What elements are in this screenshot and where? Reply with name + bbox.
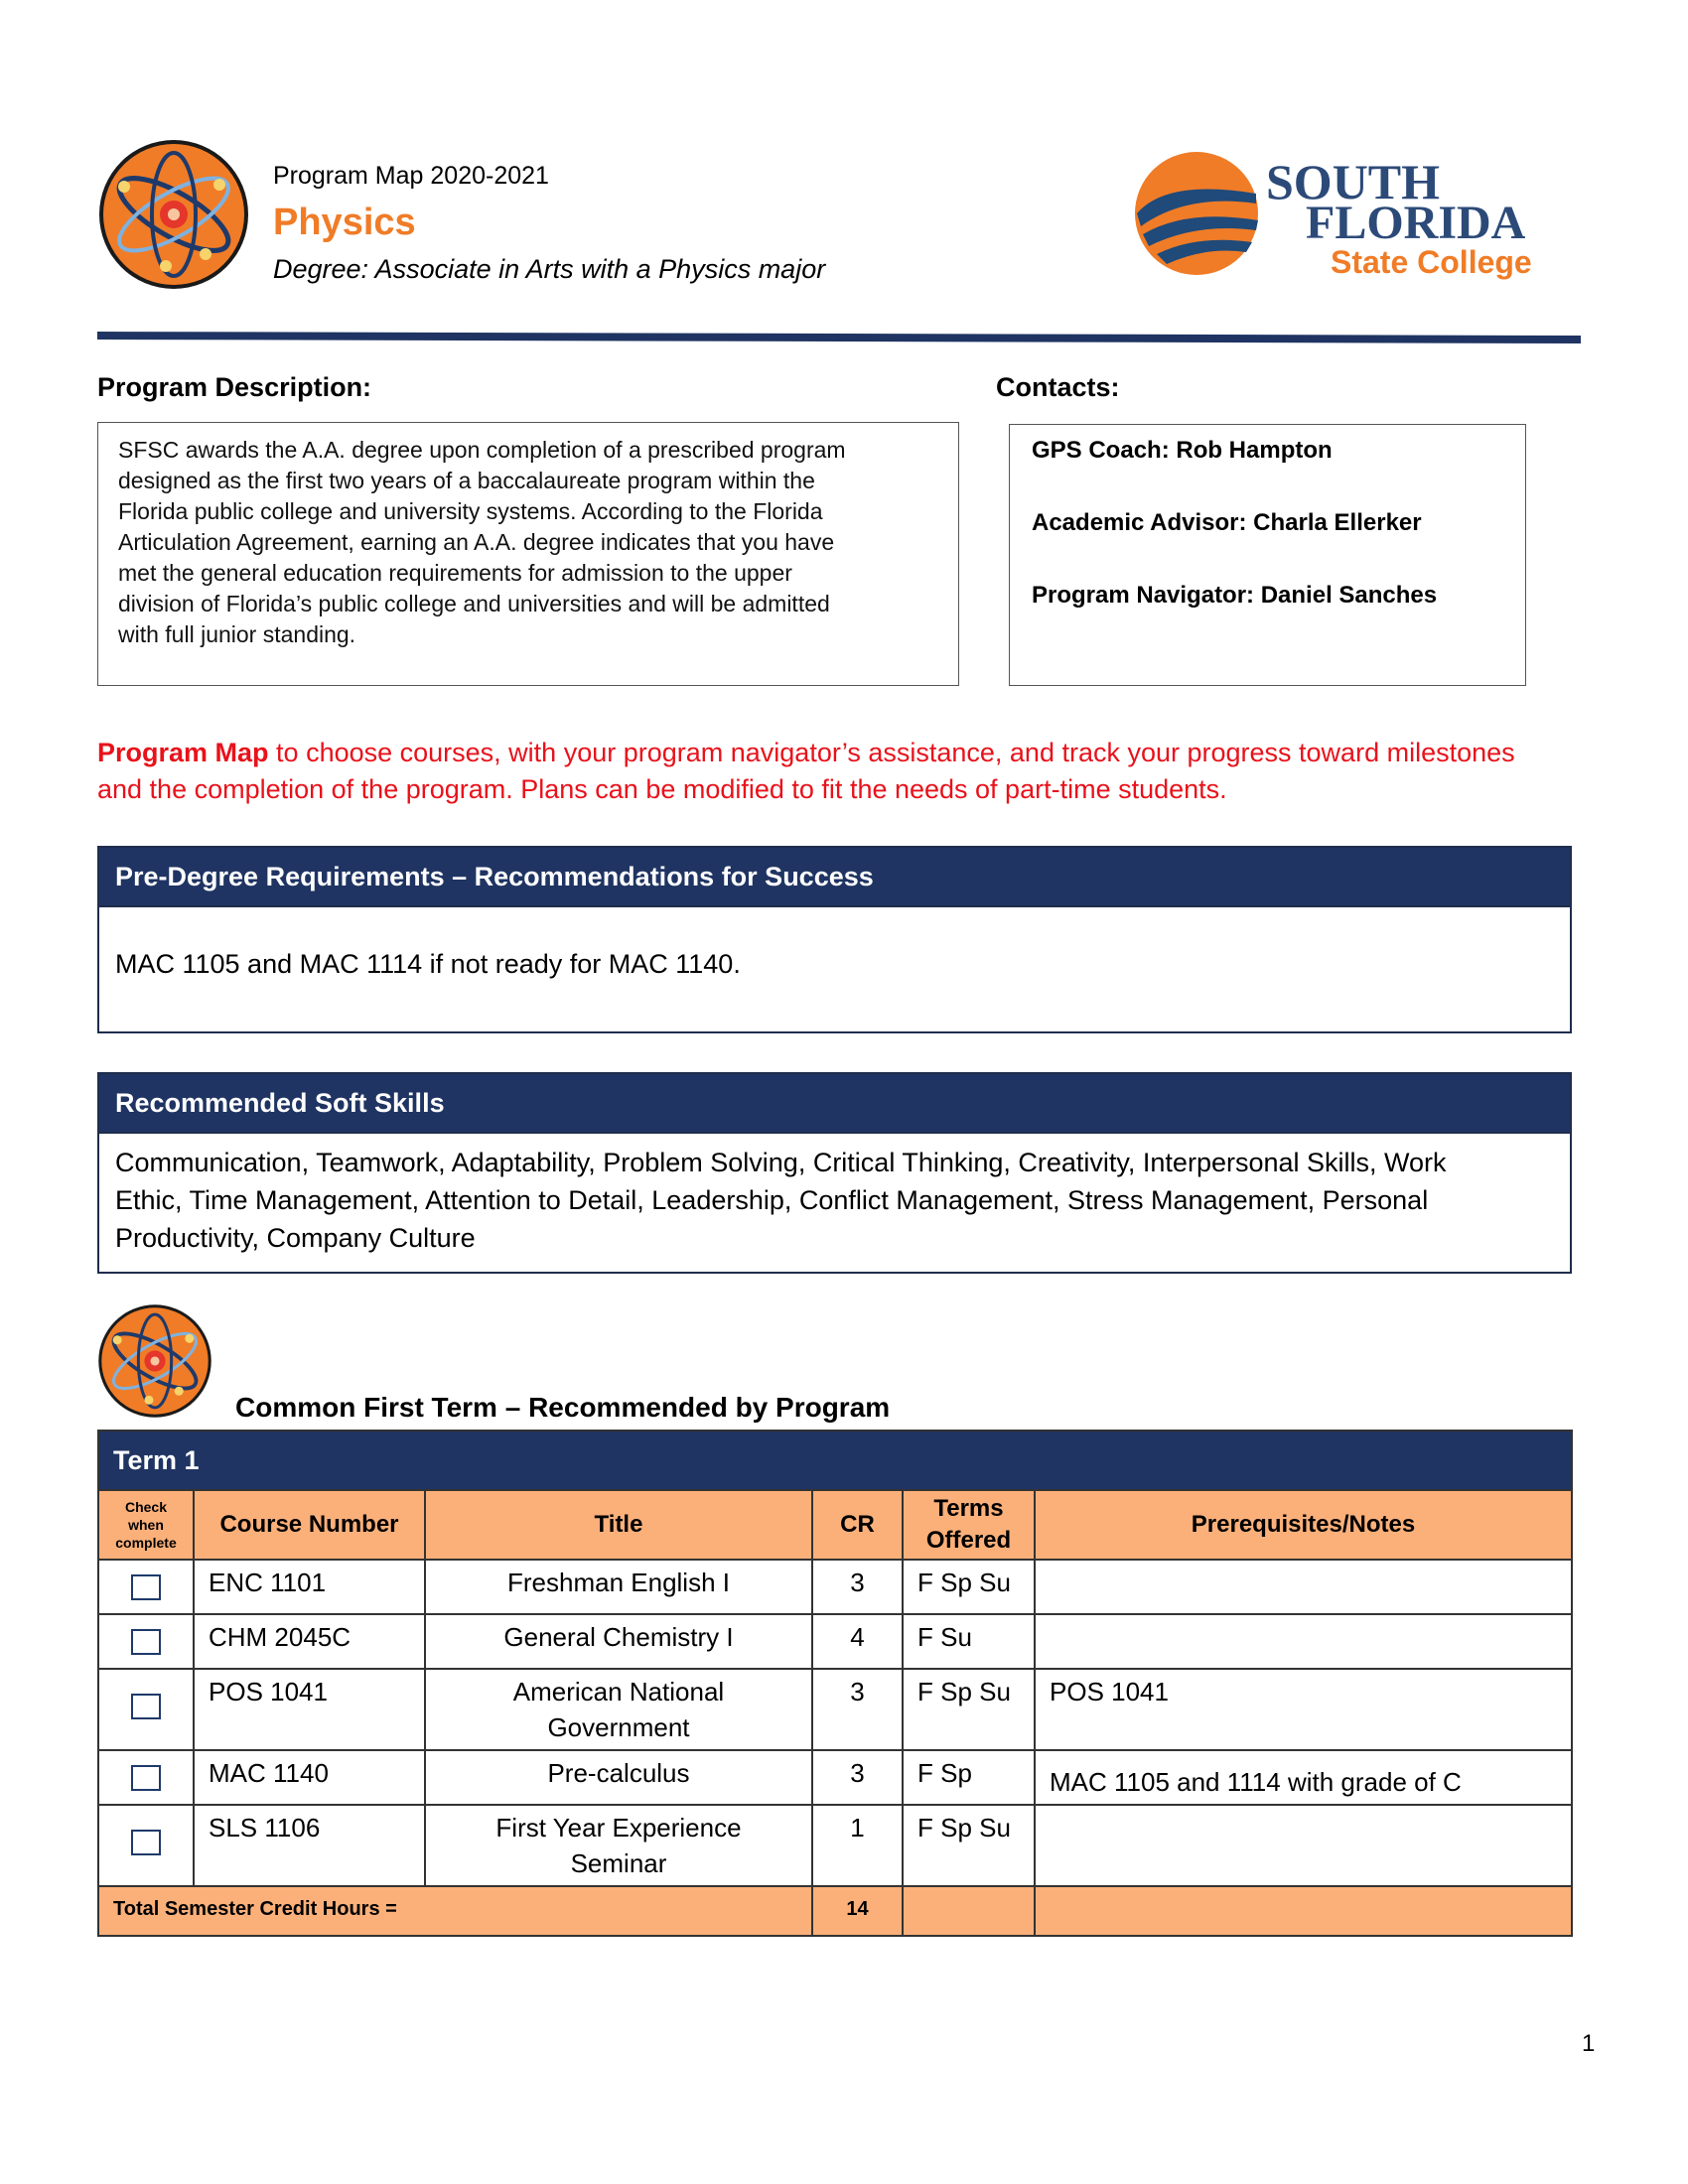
description-line: met the general education requirements for admission to the upper <box>118 560 792 586</box>
contacts-label: Contacts: <box>996 372 1120 402</box>
course-cr: 1 <box>812 1805 903 1886</box>
terms-header-line: Offered <box>925 1527 1012 1554</box>
course-number: POS 1041 <box>194 1669 425 1750</box>
complete-checkbox[interactable] <box>131 1629 161 1655</box>
course-title <box>425 1669 812 1750</box>
check-cell <box>98 1669 194 1750</box>
check-cell <box>98 1805 194 1886</box>
course-terms: F Sp Su <box>903 1560 1035 1614</box>
course-number: MAC 1140 <box>194 1750 425 1805</box>
cr-header: CR <box>812 1490 903 1560</box>
logo-text-state-college: State College <box>1331 244 1532 280</box>
gps-coach: GPS Coach: Rob Hampton <box>1032 437 1333 464</box>
table-row <box>98 1560 1572 1614</box>
course-cr: 3 <box>812 1560 903 1614</box>
check-header-line: Check <box>124 1499 168 1515</box>
check-cell <box>98 1614 194 1669</box>
course-number-header: Course Number <box>194 1490 425 1560</box>
course-notes <box>1035 1560 1572 1614</box>
total-empty-cell <box>1035 1886 1572 1936</box>
course-cr: 4 <box>812 1614 903 1669</box>
soft-skills-heading: Recommended Soft Skills <box>99 1074 1570 1134</box>
course-number: CHM 2045C <box>194 1614 425 1669</box>
program-map-note <box>97 735 1587 808</box>
course-notes: POS 1041 <box>1035 1669 1572 1750</box>
course-title-line: First Year Experience <box>495 1813 742 1843</box>
description-line: SFSC awards the A.A. degree upon completion of a prescribed program <box>118 437 846 463</box>
physics-atom-icon <box>96 1302 213 1420</box>
course-title: Freshman English I <box>425 1560 812 1614</box>
physics-atom-icon <box>96 137 251 292</box>
complete-checkbox[interactable] <box>131 1574 161 1600</box>
table-row <box>98 1805 1572 1886</box>
pre-degree-panel <box>97 846 1572 1033</box>
check-cell <box>98 1560 194 1614</box>
program-description-label: Program Description: <box>97 372 372 402</box>
program-map-year: Program Map 2020-2021 <box>273 162 549 190</box>
page-number: 1 <box>1582 2030 1596 2057</box>
logo-text-florida: Florida <box>1306 197 1526 249</box>
course-terms: F Sp Su <box>903 1669 1035 1750</box>
logo-text-south: South <box>1266 154 1441 209</box>
check-header-line: when <box>128 1517 164 1533</box>
course-notes: MAC 1105 and 1114 with grade of C <box>1035 1750 1572 1805</box>
soft-skills-line: Productivity, Company Culture <box>115 1223 476 1253</box>
prerequisites-header: Prerequisites/Notes <box>1035 1490 1572 1560</box>
complete-checkbox[interactable] <box>131 1765 161 1791</box>
degree-subtitle: Degree: Associate in Arts with a Physics major <box>273 254 826 284</box>
course-notes <box>1035 1805 1572 1886</box>
academic-advisor: Academic Advisor: Charla Ellerker <box>1032 509 1422 536</box>
course-terms: F Su <box>903 1614 1035 1669</box>
pre-degree-heading: Pre-Degree Requirements – Recommendations for Success <box>99 848 1570 907</box>
header-divider <box>97 331 1581 342</box>
total-empty-cell <box>903 1886 1035 1936</box>
course-title-line: Seminar <box>570 1848 667 1878</box>
description-line: Florida public college and university systems. According to the Florida <box>118 498 823 524</box>
course-cr: 3 <box>812 1669 903 1750</box>
term-name: Term 1 <box>98 1431 1572 1490</box>
total-row <box>98 1886 1572 1936</box>
course-cr: 3 <box>812 1750 903 1805</box>
program-map-note-line1: to choose courses, with your program navigator’s assistance, and track your progress toward milestones <box>268 738 1515 767</box>
terms-offered-header <box>903 1490 1035 1560</box>
program-map-bold: Program Map <box>97 738 269 767</box>
soft-skills-panel <box>97 1072 1572 1274</box>
course-notes <box>1035 1614 1572 1669</box>
pre-degree-body: MAC 1105 and MAC 1114 if not ready for MAC 1140. <box>115 949 741 979</box>
program-map-note-line2: and the completion of the program. Plans can be modified to fit the needs of part-time students. <box>97 774 1227 804</box>
table-row <box>98 1669 1572 1750</box>
course-title <box>425 1805 812 1886</box>
check-column-header <box>98 1490 194 1560</box>
complete-checkbox[interactable] <box>131 1830 161 1855</box>
check-header-line: complete <box>115 1535 177 1551</box>
program-description-box <box>97 422 959 686</box>
total-label: Total Semester Credit Hours = <box>98 1886 812 1936</box>
terms-header-line: Terms <box>933 1495 1004 1522</box>
course-title: Pre-calculus <box>425 1750 812 1805</box>
college-logo <box>1127 139 1564 288</box>
term-section-title: Common First Term – Recommended by Program <box>235 1392 891 1423</box>
table-row <box>98 1750 1572 1805</box>
complete-checkbox[interactable] <box>131 1694 161 1719</box>
course-title-line: American National <box>512 1677 725 1706</box>
page-title: Physics <box>273 202 416 243</box>
total-value: 14 <box>812 1886 903 1936</box>
course-title: General Chemistry I <box>425 1614 812 1669</box>
description-line: designed as the first two years of a baccalaureate program within the <box>118 468 815 493</box>
course-terms: F Sp <box>903 1750 1035 1805</box>
term-1-table <box>97 1430 1573 1937</box>
course-terms: F Sp Su <box>903 1805 1035 1886</box>
check-cell <box>98 1750 194 1805</box>
description-line: with full junior standing. <box>118 621 356 647</box>
course-number: ENC 1101 <box>194 1560 425 1614</box>
description-line: division of Florida’s public college and universities and will be admitted <box>118 591 830 616</box>
table-row <box>98 1614 1572 1669</box>
soft-skills-line: Ethic, Time Management, Attention to Detail, Leadership, Conflict Management, Stress Management, Personal <box>115 1185 1429 1215</box>
soft-skills-line: Communication, Teamwork, Adaptability, Problem Solving, Critical Thinking, Creativity, Interpersonal Skills, Work <box>115 1148 1447 1177</box>
description-line: Articulation Agreement, earning an A.A. degree indicates that you have <box>118 529 835 555</box>
contacts-box <box>1009 424 1526 686</box>
course-title-line: Government <box>547 1712 690 1742</box>
course-number: SLS 1106 <box>194 1805 425 1886</box>
program-navigator: Program Navigator: Daniel Sanches <box>1032 582 1438 609</box>
title-header: Title <box>425 1490 812 1560</box>
